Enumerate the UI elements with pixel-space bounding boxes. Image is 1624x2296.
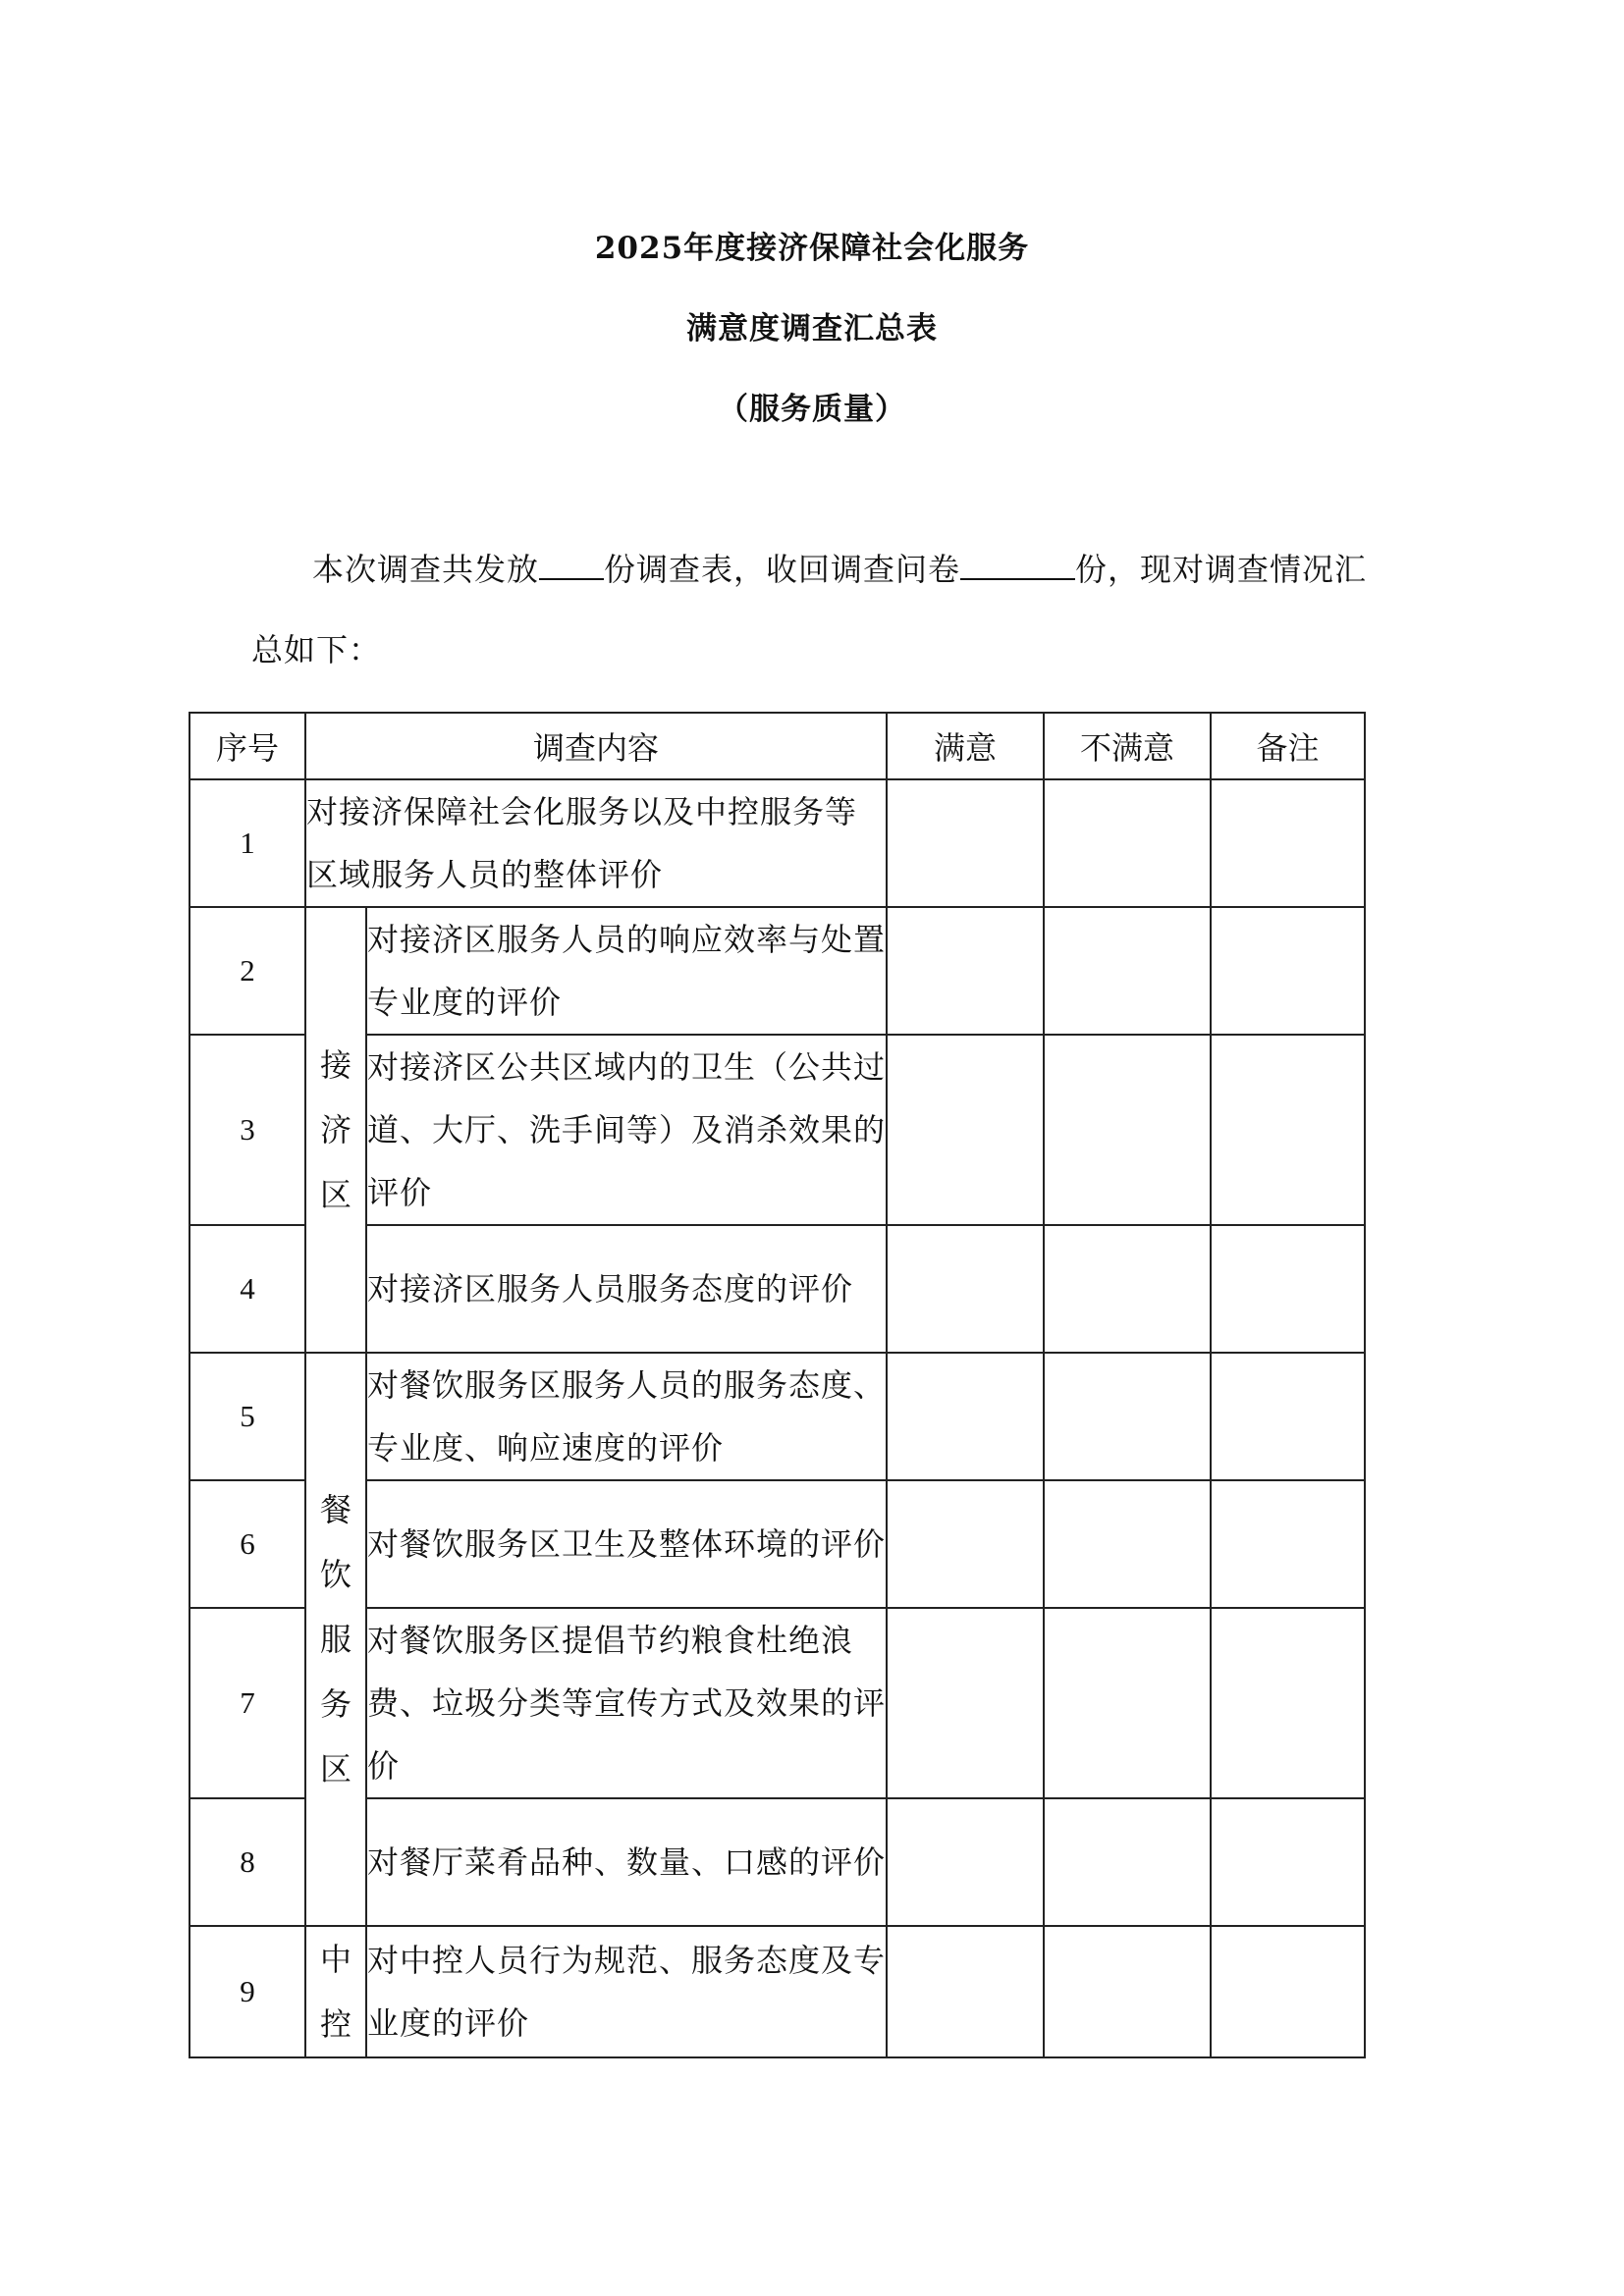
document-title-line2: 满意度调查汇总表: [686, 311, 938, 347]
unsatisfied-cell[interactable]: [1044, 1798, 1211, 1926]
returned-count-blank: [960, 549, 1075, 580]
row-content: 对接济区服务人员服务态度的评价: [366, 1225, 887, 1353]
remarks-cell[interactable]: [1211, 1035, 1365, 1225]
row-content: 对餐饮服务区服务人员的服务态度、专业度、响应速度的评价: [366, 1353, 887, 1480]
row-number: 8: [189, 1798, 305, 1926]
table-row: [189, 1480, 1365, 1608]
remarks-cell[interactable]: [1211, 1798, 1365, 1926]
satisfied-cell[interactable]: [887, 1798, 1044, 1926]
unsatisfied-cell[interactable]: [1044, 1225, 1211, 1353]
satisfied-cell[interactable]: [887, 1480, 1044, 1608]
row-content: 对接济保障社会化服务以及中控服务等区域服务人员的整体评价: [305, 779, 887, 907]
table-row: [189, 907, 1365, 1035]
area-label-jieji: [305, 907, 366, 1353]
table-row: [189, 1225, 1365, 1353]
remarks-cell[interactable]: [1211, 907, 1365, 1035]
row-content: 对餐厅菜肴品种、数量、口感的评价: [366, 1798, 887, 1926]
header-remarks: 备注: [1211, 713, 1365, 779]
table-row: [189, 1608, 1365, 1798]
header-content: 调查内容: [305, 713, 887, 779]
row-content: 对中控人员行为规范、服务态度及专业度的评价: [366, 1926, 887, 2057]
survey-table: [189, 712, 1366, 2058]
row-number: 3: [189, 1035, 305, 1225]
row-number: 2: [189, 907, 305, 1035]
table-row: [189, 1926, 1365, 2057]
row-content: 对接济区服务人员的响应效率与处置专业度的评价: [366, 907, 887, 1035]
remarks-cell[interactable]: [1211, 1480, 1365, 1608]
row-content: 对餐饮服务区提倡节约粮食杜绝浪费、垃圾分类等宣传方式及效果的评价: [366, 1608, 887, 1798]
document-title-line3: （服务质量）: [718, 392, 906, 427]
row-number: 4: [189, 1225, 305, 1353]
satisfied-cell[interactable]: [887, 1353, 1044, 1480]
unsatisfied-cell[interactable]: [1044, 1480, 1211, 1608]
intro-paragraph: [312, 549, 1451, 589]
satisfied-cell[interactable]: [887, 1035, 1044, 1225]
issued-count-blank: [539, 549, 604, 580]
intro-text-part2: 份调查表，收回调查问卷: [604, 551, 961, 588]
area-label-text: 餐饮服务区: [319, 1491, 352, 1788]
table-header-row: [189, 713, 1365, 779]
row-number: 9: [189, 1926, 305, 2057]
area-label-canyin: [305, 1353, 366, 1926]
unsatisfied-cell[interactable]: [1044, 1926, 1211, 2057]
row-number: 6: [189, 1480, 305, 1608]
satisfied-cell[interactable]: [887, 1608, 1044, 1798]
table-row: [189, 1035, 1365, 1225]
satisfied-cell[interactable]: [887, 1225, 1044, 1353]
row-content: 对接济区公共区域内的卫生（公共过道、大厅、洗手间等）及消杀效果的评价: [366, 1035, 887, 1225]
satisfied-cell[interactable]: [887, 907, 1044, 1035]
remarks-cell[interactable]: [1211, 1353, 1365, 1480]
table-row: [189, 779, 1365, 907]
area-label-text: 中控: [319, 1941, 352, 2043]
intro-text-part1: 本次调查共发放: [312, 551, 540, 588]
area-label-zhongkong: [305, 1926, 366, 2057]
intro-paragraph-continued: 总如下：: [251, 631, 382, 668]
remarks-cell[interactable]: [1211, 1225, 1365, 1353]
header-no: 序号: [189, 713, 305, 779]
header-unsatisfied: 不满意: [1044, 713, 1211, 779]
remarks-cell[interactable]: [1211, 1608, 1365, 1798]
unsatisfied-cell[interactable]: [1044, 1035, 1211, 1225]
row-number: 5: [189, 1353, 305, 1480]
satisfied-cell[interactable]: [887, 1926, 1044, 2057]
area-label-text: 接济区: [319, 1046, 352, 1213]
row-content: 对餐饮服务区卫生及整体环境的评价: [366, 1480, 887, 1608]
row-number: 1: [189, 779, 305, 907]
unsatisfied-cell[interactable]: [1044, 1353, 1211, 1480]
unsatisfied-cell[interactable]: [1044, 907, 1211, 1035]
remarks-cell[interactable]: [1211, 779, 1365, 907]
satisfied-cell[interactable]: [887, 779, 1044, 907]
header-satisfied: 满意: [887, 713, 1044, 779]
remarks-cell[interactable]: [1211, 1926, 1365, 2057]
unsatisfied-cell[interactable]: [1044, 779, 1211, 907]
row-number: 7: [189, 1608, 305, 1798]
table-row: [189, 1353, 1365, 1480]
table-row: [189, 1798, 1365, 1926]
intro-text-part3: 份，现对调查情况汇: [1075, 551, 1368, 588]
document-title-line1: 2025年度接济保障社会化服务: [594, 231, 1030, 266]
unsatisfied-cell[interactable]: [1044, 1608, 1211, 1798]
